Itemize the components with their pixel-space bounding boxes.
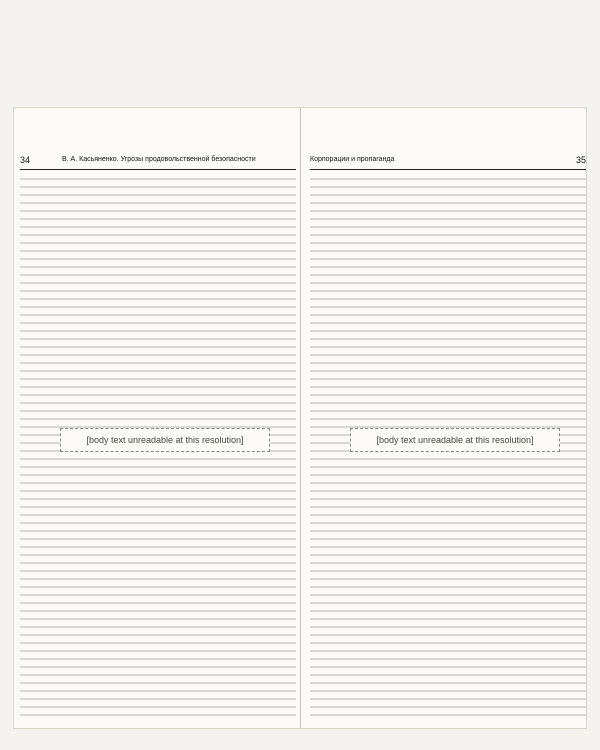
right-header-text: Корпорации и пропаганда [310,156,395,163]
left-page-number: 34 [20,155,31,165]
left-header-text: В. А. Касьяненко. Угрозы продовольственной безопасности [62,156,256,163]
right-illegible-note: [body text unreadable at this resolution] [350,428,560,452]
left-body-text [20,178,296,718]
right-page [310,108,586,728]
book-spread [14,108,586,728]
right-body-text [310,178,586,718]
left-running-header [20,155,296,170]
left-illegible-note: [body text unreadable at this resolution] [60,428,270,452]
right-page-number: 35 [575,155,586,165]
left-page [20,108,296,728]
right-running-header [310,155,586,170]
page-gutter [300,108,301,728]
